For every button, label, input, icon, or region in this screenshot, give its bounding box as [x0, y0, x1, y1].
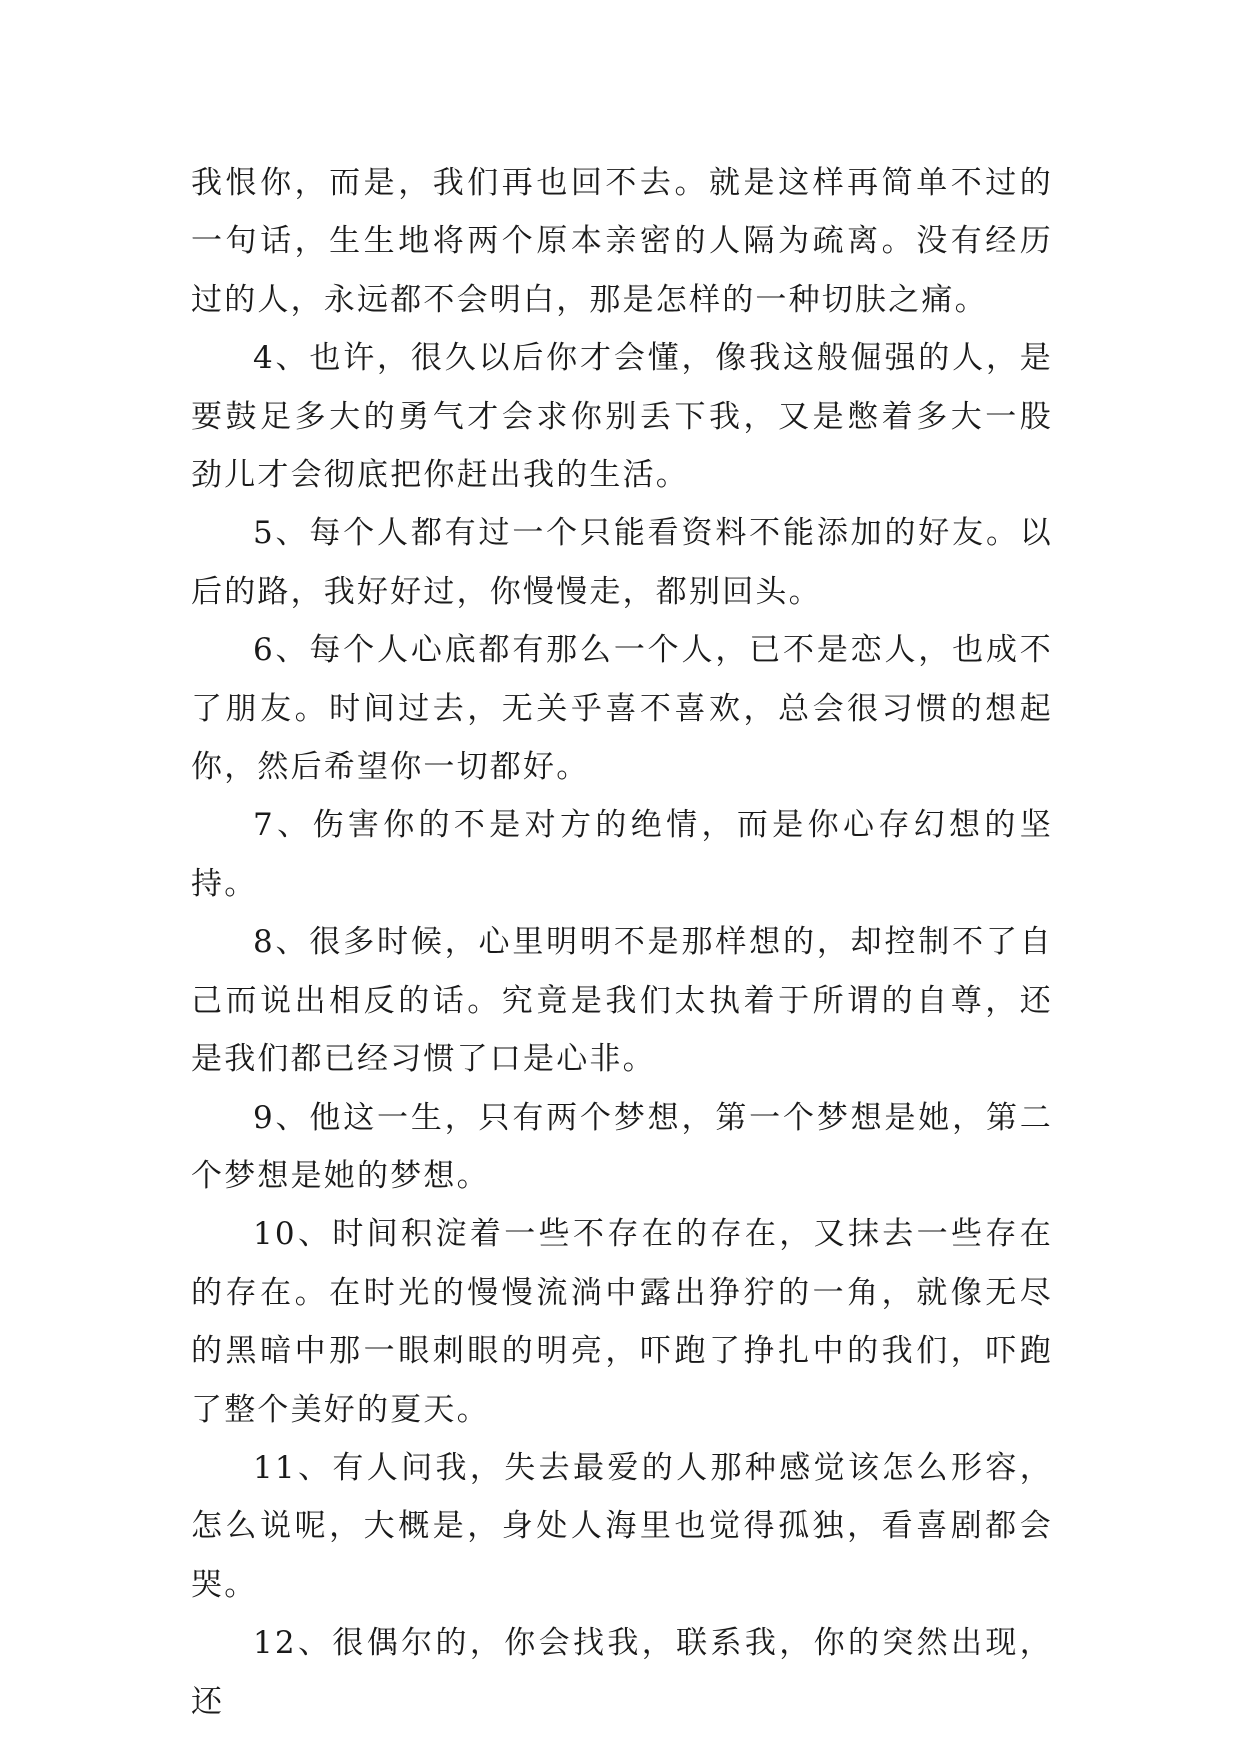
paragraph-7: 7、伤害你的不是对方的绝情，而是你心存幻想的坚持。 — [191, 807, 1053, 902]
paragraph-5: 5、每个人都有过一个只能看资料不能添加的好友。以后的路，我好好过，你慢慢走，都别回头。 — [191, 515, 1053, 610]
paragraph-8: 8、很多时候，心里明明不是那样想的，却控制不了自己而说出相反的话。究竟是我们太执着于所谓的自尊，还是我们都已经习惯了口是心非。 — [191, 924, 1053, 1078]
document-body — [191, 154, 1053, 1731]
paragraph-9: 9、他这一生，只有两个梦想，第一个梦想是她，第二个梦想是她的梦想。 — [191, 1099, 1053, 1194]
paragraph-4: 4、也许，很久以后你才会懂，像我这般倔强的人，是要鼓足多大的勇气才会求你别丢下我，又是憋着多大一股劲儿才会彻底把你赶出我的生活。 — [191, 340, 1053, 494]
paragraph-11: 11、有人问我，失去最爱的人那种感觉该怎么形容，怎么说呢，大概是，身处人海里也觉得孤独，看喜剧都会哭。 — [191, 1449, 1053, 1603]
paragraph-12: 12、很偶尔的，你会找我，联系我，你的突然出现，还 — [191, 1625, 1053, 1720]
paragraph-6: 6、每个人心底都有那么一个人，已不是恋人，也成不了朋友。时间过去，无关乎喜不喜欢，总会很习惯的想起你，然后希望你一切都好。 — [191, 632, 1053, 786]
paragraph-continued: 我恨你，而是，我们再也回不去。就是这样再简单不过的一句话，生生地将两个原本亲密的人隔为疏离。没有经历过的人，永远都不会明白，那是怎样的一种切肤之痛。 — [191, 165, 1053, 318]
paragraph-10: 10、时间积淀着一些不存在的存在，又抹去一些存在的存在。在时光的慢慢流淌中露出狰狞的一角，就像无尽的黑暗中那一眼刺眼的明亮，吓跑了挣扎中的我们，吓跑了整个美好的夏天。 — [191, 1216, 1053, 1428]
